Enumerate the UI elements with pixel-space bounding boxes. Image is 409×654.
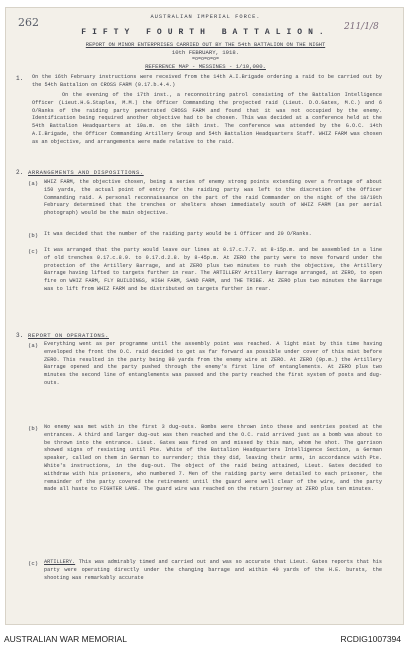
section-1-para-b: On the evening of the 17th inst., a reconnoitring patrol consisting of the Battalion Intelligence Officer (Lieut.H.G.Staples, M.M.) the Officer Commanding the projected raid (Lieut. D.O.Gates, M.C.) and 6 O/Ranks of the raiding party penetrated CROSS FARM and found that it was not occupied by the enemy. Identification being required another objective had to be chosen. This was decided at a conference held at the 54th Battalion Headquarters at 10a.m. on the 18th inst. The conference was attended by the G.O.C. 14th A.I.Brigade, the Officer Commanding Artillery Group and 54th Battalion Headquarters Staff. WHIZ FARM was chosen as an objective, and arrangements were made relative to the raid. [32, 92, 382, 145]
section-2-heading: ARRANGEMENTS AND DISPOSITIONS. [28, 169, 144, 176]
section-3-number: 3. [16, 332, 24, 339]
footer-source: AUSTRALIAN WAR MEMORIAL [4, 634, 127, 644]
section-3-b-text: No enemy was met with in the first 3 dug-outs. Bombs were thrown into these and sentries posted at the entrances. A third and larger dug-out was then reached and the O.C. raid arrived just as a bomb was about to be thrown into the entrance. Lieut. Gates was fired on and missed by this man, whom he shot. The garrison showed signs of resisting until Pte. White of the Battalion Headquarters Intelligence Section, a German speaker, called on them in German to surrender; this they did, leaving their arms, in accordance with Pte. White's instructions, in the dug-out. The object of the raid being attained, Lieut. Gates decided to withdraw with his prisoners, who numbered 7. Men of the raiding party were detailed to each prisoner, the remainder of the party covered the retirement until the guard were well clear of the wire, and the party made all haste to FIGHTER LANE. The guard wire was reached on the return journey at ZERO plus ten minutes. [44, 424, 382, 493]
header-battalion: FIFTY FOURTH BATTALION. [81, 28, 330, 37]
section-3-heading: REPORT ON OPERATIONS. [28, 332, 109, 339]
section-1-para-a: On the 16th February instructions were received from the 14th A.I.Brigade ordering a raid to be carried out by the 54th Battalion on CROSS FARM (0.17.b.4.4.) [32, 74, 382, 88]
archive-reference: 211/1/8 [344, 22, 379, 32]
section-3-c-label: (c) [28, 560, 39, 567]
section-2-a-text: WHIZ FARM, the objective chosen, being a series of enemy strong points extending over a frontage of about 150 yards, the actual point of entry for the raiding party was left to the discretion of the Officer Commanding raid. A personal reconnaissance on the part of the raid Commander on the night of the 18/19th February determined that the trenches or shelters shown immediately south of WHIZ FARM (as per aerial photograph) would be the main objective. [44, 179, 382, 217]
section-3-a-text: Everything went as per programme until the assembly point was reached. A light mist by this time having enveloped the front the O.C. raid decided to get as far forward as possible under cover of this mist before ZERO. This resulted in the party being 80 yards from the enemy wire at ZERO. At ZERO (9p.m.) the Artillery Barrage opened and the party pushed through the enemy's first line of entanglements. At ZERO plus two minutes the second line of entanglements was passed and the party reached the first system of posts and dug-outs. [44, 341, 382, 386]
header-force: AUSTRALIAN IMPERIAL FORCE. [150, 14, 261, 20]
section-2-c-label: (c) [28, 248, 39, 255]
section-3-c-heading: ARTILLERY. [44, 559, 76, 565]
document-page [5, 7, 404, 625]
header-map-reference: REFERENCE MAP - MESSINES - 1/10,000. [145, 63, 266, 70]
section-3-c-body: This was admirably timed and carried out and was so accurate that Lieut. Gates reports that his party were operating directly under the changing barrage and within 40 yards of the H.E. bursts, the shooting was remarkably accurate [44, 559, 382, 581]
section-2-c-text: It was arranged that the party would leave our lines at 0.17.c.7.7. at 8-15p.m. and be assembled in a line of old trenches 0.17.c.8.9. to 0.17.d.2.8. by 8-45p.m. At ZERO the party were to move forward under the protection of the Artillery Barrage, and at ZERO plus two minutes to rush the objective, the Artillery Barrage having lifted to targets further in rear. The ARTILLERY Artillery Barrage arranged, at ZERO, to open fire on WHIZ FARM, FLY BUILDINGS, HIGH FARM, SAND FARM, and THE TRIBE. At ZERO plus two minutes the Barrage was to lift from WHIZ FARM and be distributed on targets further in rear. [44, 247, 382, 292]
header-date: 10th FEBRUARY, 1918. [171, 49, 240, 56]
section-3-c-text [44, 559, 382, 582]
section-2-b-label: (b) [28, 232, 39, 239]
section-3-a-label: (a) [28, 342, 39, 349]
header-divider: =o=o=o=o= [191, 56, 219, 62]
section-3-b-label: (b) [28, 425, 39, 432]
section-2-a-label: (a) [28, 180, 39, 187]
footer-record-id: RCDIG1007394 [340, 634, 401, 644]
section-1-number: 1. [16, 75, 24, 82]
handwritten-page-number: 262 [18, 16, 39, 29]
section-2-b-text: It was decided that the number of the raiding party would be 1 Officer and 20 O/Ranks. [44, 231, 312, 237]
section-2-number: 2. [16, 169, 24, 176]
header-report-title: REPORT ON MINOR ENTERPRISES CARRIED OUT BY THE 54th BATTALION ON THE NIGHT [85, 42, 326, 48]
